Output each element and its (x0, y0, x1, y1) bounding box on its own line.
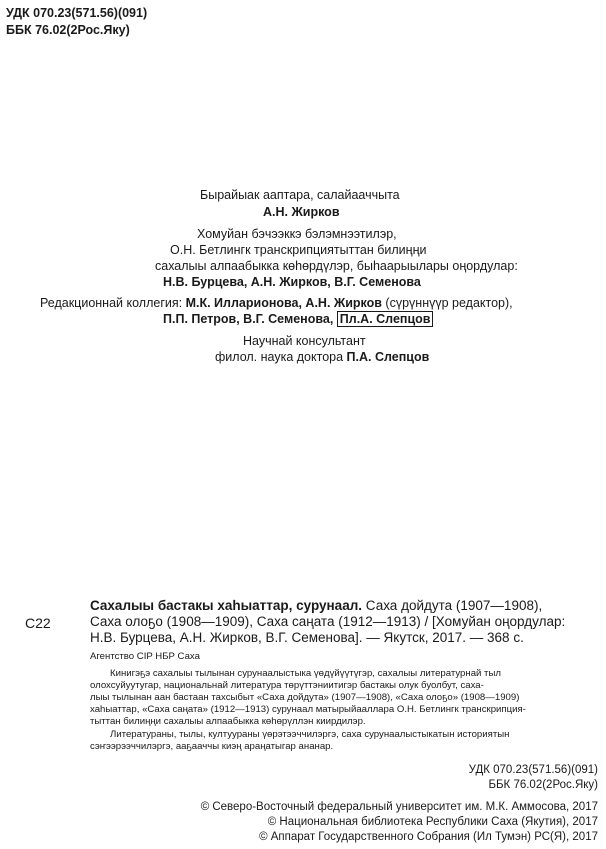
bbk-top: ББК 76.02(2Рос.Яку) (6, 23, 130, 37)
agency: Агентство CIP НБР Саха (90, 651, 200, 662)
abstract-1-line-1: Кинигэҕэ сахалыы тылынан сурунаалыстыка үөдүйүүтүгэр, сахалыы литературнай тыл (110, 668, 501, 679)
copyright-3: © Аппарат Государственного Собрания (Ил Тумэн) РС(Я), 2017 (259, 831, 598, 843)
editorial-editor-note: (сүрүннүүр редактор), (385, 296, 513, 310)
consultant-degree: филол. наука доктора (215, 350, 344, 364)
consultant-name: П.А. Слепцов (346, 350, 430, 364)
catalog-line-2: Саха олоҕо (1908—1909), Саха саңата (1912—1913) / [Хомуйан оңордулар: (90, 614, 566, 629)
abstract-2-line-1: Литератураны, тылы, култуураны үөрэтээччилэргэ, саха сурунаалыстыкатын историятын (110, 729, 510, 740)
consultant-role: Научнай консультант (243, 334, 366, 348)
preparers-names: Н.В. Бурцева, А.Н. Жирков, В.Г. Семенова (163, 275, 421, 289)
bbk-bottom: ББК 76.02(2Рос.Яку) (488, 779, 598, 791)
abstract-1-line-5: тыттан билиңңи сахалыы алпаабыкка көһөрүллэн киирдилэр. (90, 716, 366, 727)
compiler-role: Бырайыак ааптара, салайааччыта (200, 188, 400, 202)
editorial-names-1: М.К. Илларионова, А.Н. Жирков (185, 296, 382, 310)
catalog-line-1-rest: Саха дойдута (1907—1908), (365, 598, 543, 613)
abstract-1-line-2: олохсуйуутугар, национальнай литература төрүттэниитигэр бастакы олук буолбут, саха- (90, 680, 484, 691)
udk-bottom: УДК 070.23(571.56)(091) (468, 764, 598, 776)
consultant-line (215, 350, 429, 365)
editorial-line-2 (163, 312, 433, 327)
catalog-line-3: Н.В. Бурцева, А.Н. Жирков, В.Г. Семенова]. — Якутск, 2017. — 368 с. (90, 630, 524, 645)
catalog-code: С22 (25, 615, 51, 631)
editorial-names-2: П.П. Петров, В.Г. Семенова, (163, 312, 334, 326)
abstract-2-line-2: сэҥээрээччилэргэ, ааҕааччы киэң араңатыгар ананар. (90, 741, 334, 752)
abstract-1-line-4: хаһыаттар, «Саха саңата» (1912—1913) сурунаал матырыйааллара О.Н. Бетлингк транскрипция- (90, 704, 526, 715)
compiler-name: А.Н. Жирков (263, 205, 340, 219)
editorial-boxed-name: Пл.А. Слепцов (337, 311, 434, 327)
preparers-line-3: сахалыы алпаабыкка көһөрдүлэр, быһаарыылары оңордулар: (155, 259, 518, 273)
udk-top: УДК 070.23(571.56)(091) (6, 6, 148, 20)
copyright-2: © Национальная библиотека Республики Саха (Якутия), 2017 (267, 816, 598, 828)
preparers-line-1: Хомуйан бэчээккэ бэлэмнээтилэр, (197, 227, 397, 241)
abstract-1-line-3: лыы тылынан аан бастаан тахсыбыт «Саха дойдута» (1907—1908), «Саха олоҕо» (1908—1909) (90, 692, 520, 703)
catalog-title: Сахалыы бастакы хаһыаттар, сурунаал. (90, 598, 363, 613)
copyright-1: © Северо-Восточный федеральный университет им. М.К. Аммосова, 2017 (200, 801, 598, 813)
editorial-label: Редакционнай коллегия: (40, 296, 183, 310)
editorial-line-1 (40, 296, 513, 311)
catalog-line-1 (90, 598, 542, 615)
preparers-line-2: О.Н. Бетлингк транскрипциятыттан билиңңи (170, 243, 427, 257)
